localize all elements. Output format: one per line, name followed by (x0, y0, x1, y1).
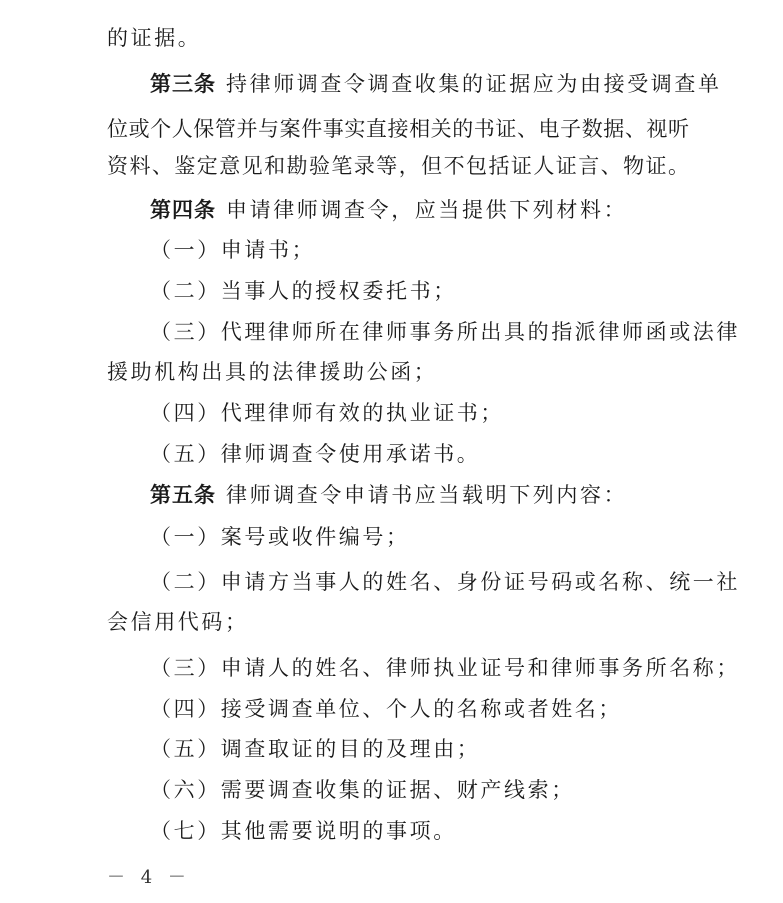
text-line (107, 358, 437, 386)
line-text: 资料、鉴定意见和勘验笔录等，但不包括证人证言、物证。 (107, 154, 689, 178)
article-4-heading-line (150, 196, 627, 224)
list-item (150, 735, 480, 763)
line-text: （五）律师调查令使用承诺书。 (150, 442, 481, 466)
list-item (150, 236, 315, 264)
article-3-title: 第三条 (150, 72, 216, 96)
line-text: （四）代理律师有效的执业证书； (150, 401, 504, 425)
text-line (107, 24, 201, 52)
list-item (150, 817, 457, 845)
article-4-title: 第四条 (150, 198, 216, 222)
list-item (150, 318, 740, 346)
line-text: （四）接受调查单位、个人的名称或者姓名； (150, 697, 622, 721)
list-item (150, 277, 457, 305)
list-item (150, 695, 622, 723)
article-5-heading-line (150, 481, 627, 509)
line-text: 持律师调查令调查收集的证据应为由接受调查单 (226, 72, 722, 96)
line-text: （三）申请人的姓名、律师执业证号和律师事务所名称； (150, 656, 740, 680)
article-5-title: 第五条 (150, 483, 216, 507)
list-item (150, 654, 740, 682)
line-text: （二）申请方当事人的姓名、身份证号码或名称、统一社 (150, 570, 740, 594)
text-line (107, 152, 689, 180)
line-text: 会信用代码； (107, 610, 249, 634)
line-text: （七）其他需要说明的事项。 (150, 819, 457, 843)
line-text: （五）调查取证的目的及理由； (150, 737, 481, 761)
line-text: （二）当事人的授权委托书； (150, 279, 457, 303)
line-text: （三）代理律师所在律师事务所出具的指派律师函或法律 (150, 320, 740, 344)
list-item (150, 523, 410, 551)
line-text: （一）申请书； (150, 238, 316, 262)
line-text: （六）需要调查收集的证据、财产线索； (150, 778, 575, 802)
line-text: 的证据。 (107, 26, 202, 50)
line-text: 援助机构出具的法律援助公函； (107, 360, 438, 384)
list-item (150, 568, 740, 596)
page-number: － 4 － (107, 867, 191, 888)
list-item (150, 776, 575, 804)
line-text: 位或个人保管并与案件事实直接相关的书证、电子数据、视听 (107, 117, 689, 141)
list-item (150, 440, 480, 468)
line-text: （一）案号或收件编号； (150, 525, 410, 549)
text-line (107, 608, 249, 636)
article-3-heading-line (150, 70, 722, 98)
line-text: 律师调查令申请书应当载明下列内容： (226, 483, 628, 507)
list-item (150, 399, 504, 427)
line-text: 申请律师调查令，应当提供下列材料： (226, 198, 628, 222)
text-line (107, 115, 689, 143)
